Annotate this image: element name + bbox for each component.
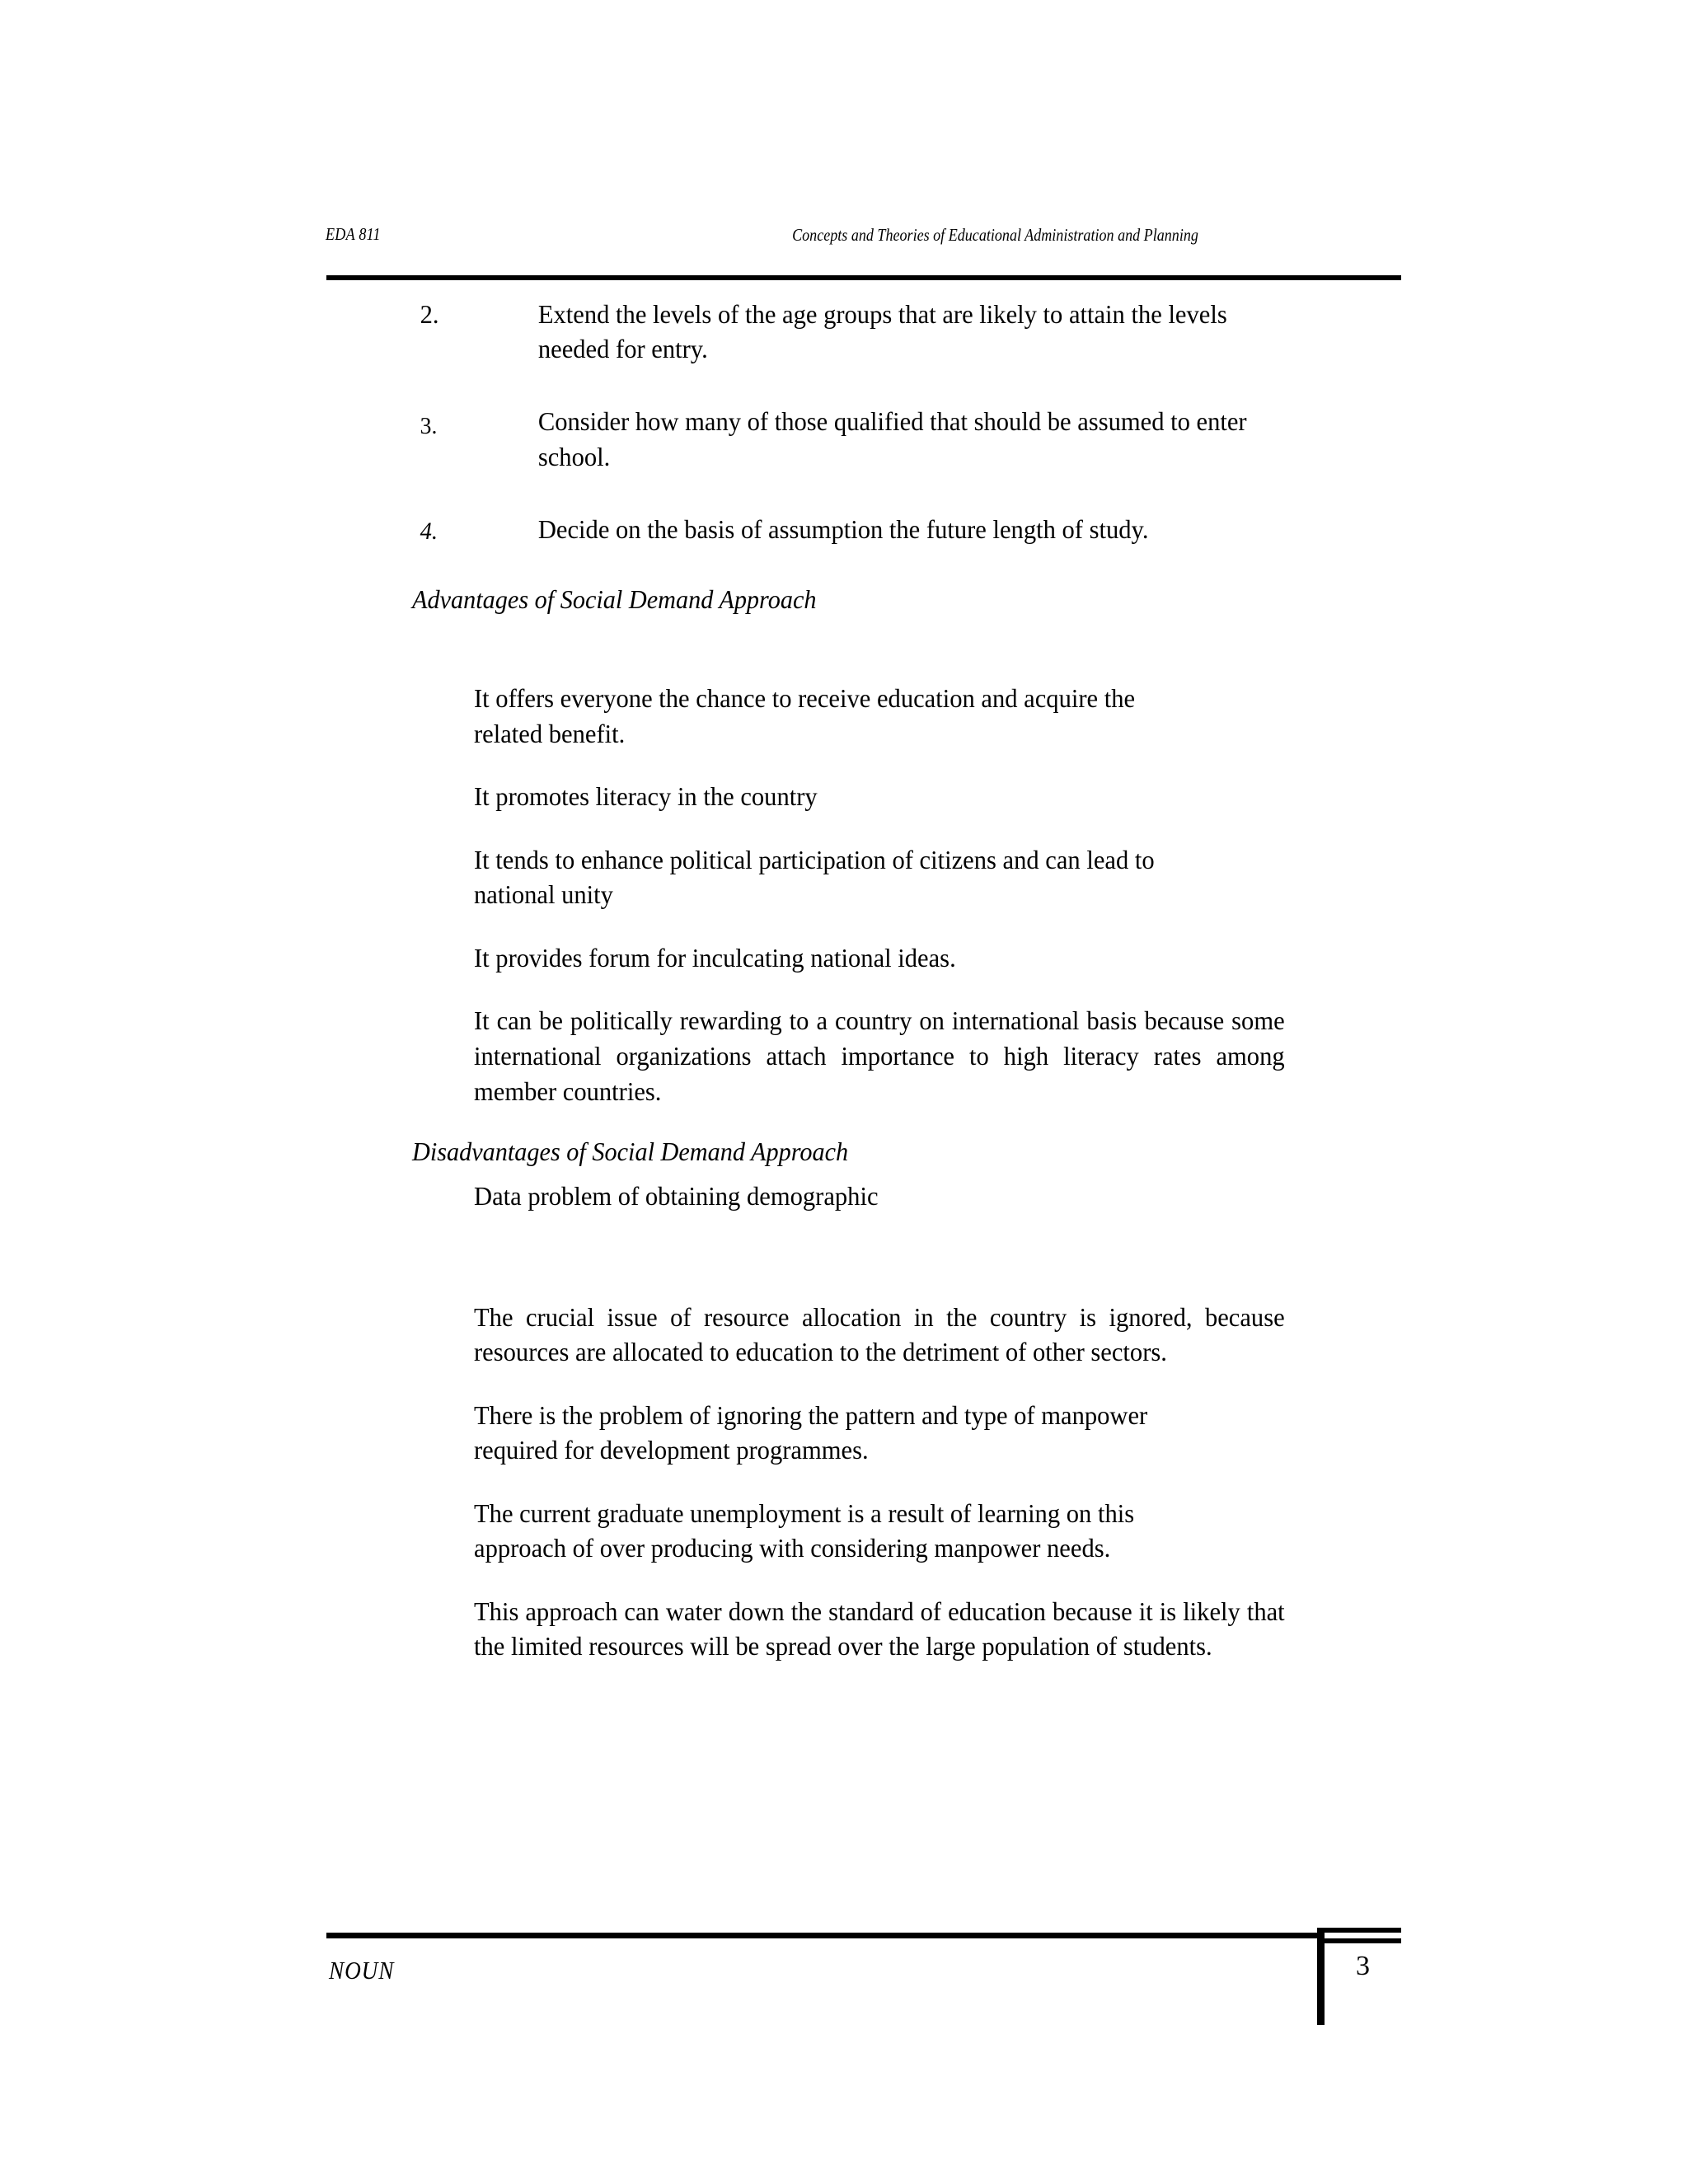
header-course-title: Concepts and Theories of Educational Administration and Planning — [792, 225, 1198, 245]
page-content-frame — [326, 0, 1401, 2184]
disadvantage-paragraph: Data problem of obtaining demographic — [474, 1181, 879, 1212]
disadvantage-paragraph: There is the problem of ignoring the pattern and type of manpower required for development programmes. — [474, 1399, 1148, 1465]
advantage-paragraph: It can be politically rewarding to a country on international basis because some international organizations attach importance to high literacy rates among member countries. — [474, 1005, 1285, 1106]
list-item-marker: 2. — [420, 299, 439, 329]
disadvantages-list — [474, 1179, 1359, 1664]
advantage-paragraph: It provides forum for inculcating national ideas. — [474, 942, 956, 972]
advantages-spacer — [326, 630, 1401, 681]
list-item-text: Consider how many of those qualified that should be assumed to enter school. — [537, 406, 1247, 471]
advantages-heading: Advantages of Social Demand Approach — [412, 584, 817, 615]
disadvantage-paragraph: The current graduate unemployment is a result of learning on this approach of over producing with considering manpower needs. — [474, 1497, 1135, 1563]
header-divider-rule — [326, 275, 1401, 280]
footer-organization: NOUN — [329, 1956, 395, 1985]
disadvantages-heading: Disadvantages of Social Demand Approach — [412, 1137, 849, 1167]
list-item — [326, 404, 1353, 473]
page-number-box — [1317, 1928, 1401, 2025]
running-header — [326, 224, 1401, 252]
advantage-paragraph: It offers everyone the chance to receive education and acquire the related benefit. — [474, 683, 1136, 748]
list-item-text: Extend the levels of the age groups that are likely to attain the levels needed for entry. — [537, 299, 1227, 364]
disadvantage-paragraph: This approach can water down the standard of education because it is likely that the limited resources will be spread over the large population of students. — [474, 1596, 1285, 1661]
advantage-paragraph: It tends to enhance political participation of citizens and can lead to national unity — [474, 844, 1155, 910]
list-item — [326, 512, 1353, 546]
list-item-marker: 4. — [420, 517, 438, 545]
list-item-text: Decide on the basis of assumption the future length of study. — [537, 513, 1149, 544]
page-number: 3 — [1356, 1951, 1370, 1981]
document-body — [326, 297, 1401, 1664]
list-item — [326, 297, 1353, 366]
disadvantage-paragraph: The crucial issue of resource allocation in the country is ignored, because resources are allocated to education to the detriment of other sectors. — [474, 1301, 1285, 1367]
numbered-list — [326, 297, 1401, 546]
header-course-code: EDA 811 — [326, 224, 381, 244]
page-footer — [326, 1933, 1401, 2032]
list-item-marker: 3. — [420, 413, 438, 440]
footer-divider-rule — [326, 1933, 1317, 1938]
advantage-paragraph: It promotes literacy in the country — [474, 781, 818, 812]
advantages-list — [474, 681, 1359, 1108]
